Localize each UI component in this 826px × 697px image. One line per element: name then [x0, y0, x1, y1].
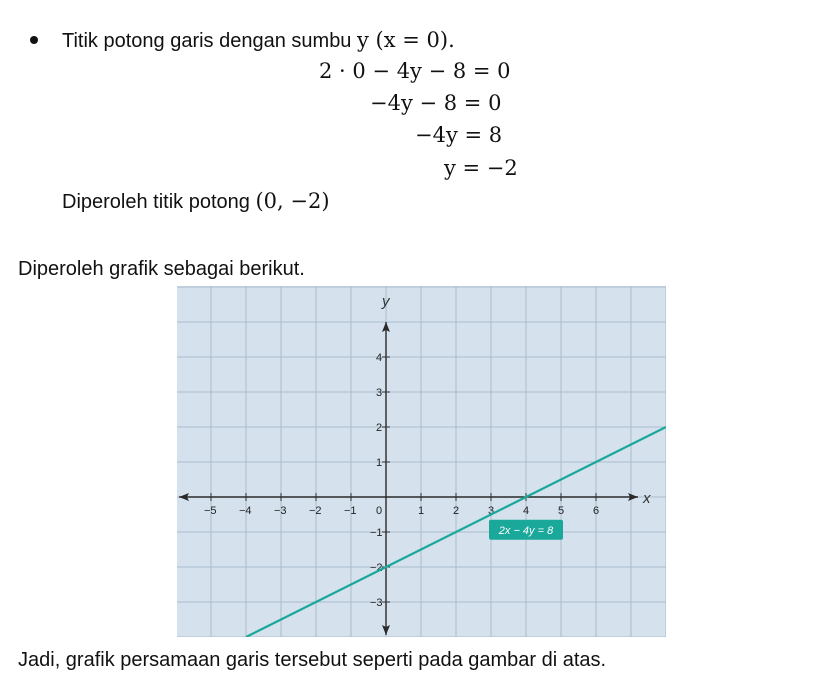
x-tick-label: −1 [344, 505, 357, 517]
y-tick-label: −3 [370, 597, 383, 609]
y-tick-label: −2 [370, 562, 383, 574]
y-tick-label: 3 [376, 387, 383, 399]
y-tick-label: 4 [376, 352, 383, 364]
result-math: (0, −2) [255, 189, 330, 213]
x-tick-label: −2 [309, 505, 322, 517]
equation-3: −4y = 8 [415, 123, 503, 147]
bullet-line [62, 28, 455, 53]
x-tick-label: 4 [523, 505, 530, 517]
result-line [62, 189, 330, 214]
x-tick-label: 5 [558, 505, 565, 517]
x-tick-label: −4 [239, 505, 252, 517]
result-text: Diperoleh titik potong [62, 191, 250, 213]
y-tick-label: 2 [376, 422, 383, 434]
x-tick-label: 3 [488, 505, 495, 517]
equation-1: 2 · 0 − 4y − 8 = 0 [319, 59, 511, 83]
equation-2: −4y − 8 = 0 [370, 91, 502, 115]
x-tick-label: −3 [274, 505, 287, 517]
x-tick-label: 0 [376, 505, 383, 517]
x-tick-label: 2 [453, 505, 460, 517]
bullet-text: Titik potong garis dengan sumbu [62, 30, 352, 52]
x-tick-label: −5 [204, 505, 217, 517]
x-axis-label: x [643, 490, 651, 507]
graph [177, 286, 666, 637]
bullet-dot [30, 36, 38, 44]
y-tick-label: 1 [376, 457, 383, 469]
y-axis-label: y [382, 293, 390, 310]
y-tick-label: −1 [370, 527, 383, 539]
conclusion-text: Jadi, grafik persamaan garis tersebut seperti pada gambar di atas. [18, 649, 607, 671]
graph-svg [177, 286, 666, 637]
x-tick-label: 1 [418, 505, 425, 517]
series-label: 2x − 4y = 8 [498, 524, 554, 537]
intro-text: Diperoleh grafik sebagai berikut. [18, 258, 305, 280]
x-tick-label: 6 [593, 505, 600, 517]
bullet-math: y (x = 0). [357, 28, 455, 52]
equation-4: y = −2 [444, 156, 518, 180]
